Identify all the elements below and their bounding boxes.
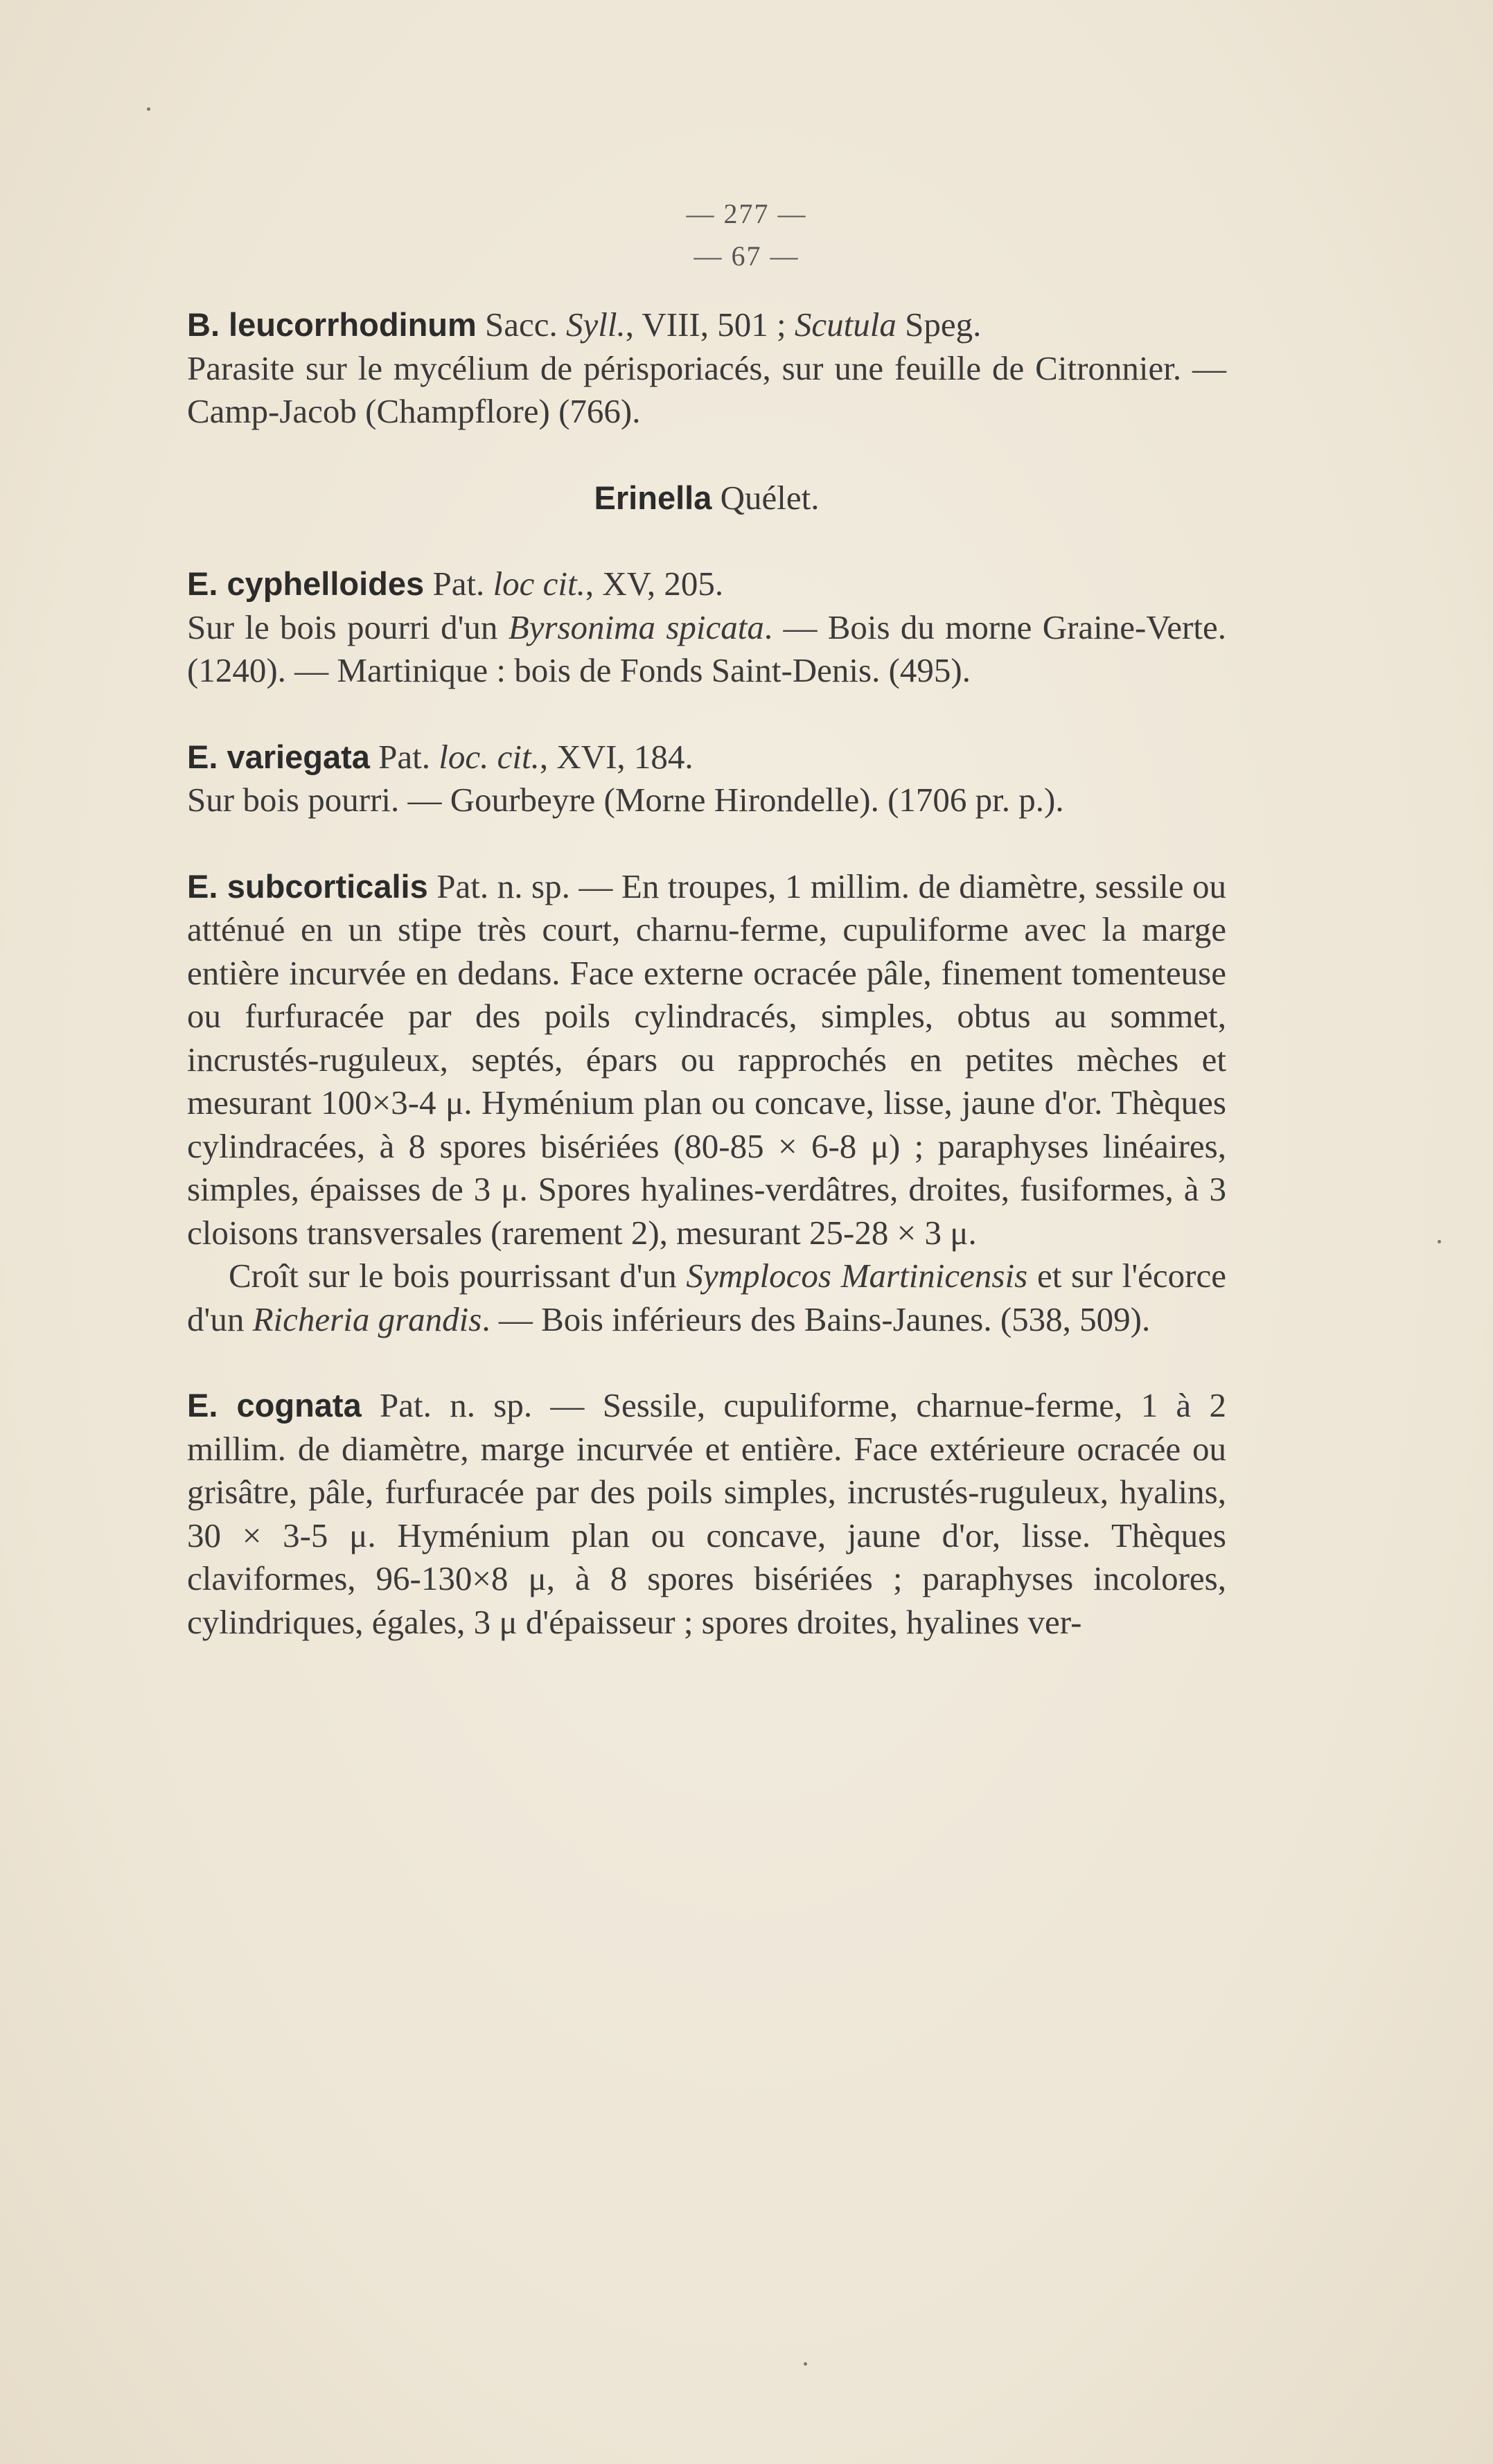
habitat: Croît sur le bois pourrissant d'un Symplocos Martinicensis et sur l'écorce d'un Richeria grandis. — Bois inférieurs des Bains-Jaunes. (538, 509). [187, 1257, 1226, 1338]
genus-heading: Erinella Quélet. [594, 478, 820, 517]
page-number-second: — 67 — [694, 240, 799, 272]
description: Pat. n. sp. — Sessile, cupuliforme, charnue-ferme, 1 à 2 millim. de diamètre, marge incurvée et entière. Face extérieure ocracée ou grisâtre, pâle, furfuracée par des poils simples, incrustés-ruguleux, hyalins, 30 × 3-5 μ. Hyménium plan ou concave, jaune d'or, lisse. Thèques claviformes, 96-130×8 μ, à 8 spores bisériées ; paraphyses incolores, cylindriques, égales, 3 μ d'épaisseur ; spores droites, hyalines ver- [187, 1386, 1226, 1641]
paper-speck [804, 2362, 807, 2366]
entry-cognata [187, 1384, 1226, 1644]
species-name: E. variegata [187, 738, 370, 775]
entry-subcorticalis [187, 865, 1226, 1255]
paper-speck [1438, 1240, 1441, 1243]
species-name: E. cyphelloides [187, 565, 425, 602]
species-name: B. leucorrhodinum [187, 306, 477, 343]
entry-leucorrhodinum: B. leucorrhodinum Sacc. Syll., VIII, 501 ; Scutula Speg. Parasite sur le mycélium de périsporiacés, sur une feuille de Citronnier. — Camp-Jacob (Champflore) (766). [187, 305, 1226, 430]
description: Pat. n. sp. — En troupes, 1 millim. de diamètre, sessile ou atténué en un stipe très court, charnu-ferme, cupuliforme avec la marge entière incurvée en dedans. Face externe ocracée pâle, finement tomenteuse ou furfuracée par des poils cylindracés, simples, obtus au sommet, incrustés-ruguleux, septés, épars ou rapprochés en petites mèches et mesurant 100×3-4 μ. Hyménium plan ou concave, lisse, jaune d'or. Thèques cylindracées, à 8 spores bisériées (80-85 × 6-8 μ) ; paraphyses linéaires, simples, épaisses de 3 μ. Spores hyalines-verdâtres, droites, fusiformes, à 3 cloisons transversales (rarement 2), mesurant 25-28 × 3 μ. [187, 867, 1226, 1252]
entry-cyphelloides: E. cyphelloides Pat. loc cit., XV, 205. Sur le bois pourri d'un Byrsonima spicata. — Bois du morne Graine-Verte. (1240). — Martinique : bois de Fonds Saint-Denis. (495). [187, 565, 1226, 689]
entry-text: Parasite sur le mycélium de périsporiacés, sur une feuille de Citronnier. — Camp-Jacob (Champflore) (766). [187, 348, 1226, 430]
entry-variegata: E. variegata Pat. loc. cit., XVI, 184. Sur bois pourri. — Gourbeyre (Morne Hirondelle). (1706 pr. p.). [187, 737, 1064, 819]
species-name: E. subcorticalis [187, 867, 428, 905]
paper-speck [147, 107, 150, 111]
text-column [187, 303, 1226, 1644]
species-name: E. cognata [187, 1387, 362, 1424]
page-number-top: — 277 — [686, 198, 807, 229]
